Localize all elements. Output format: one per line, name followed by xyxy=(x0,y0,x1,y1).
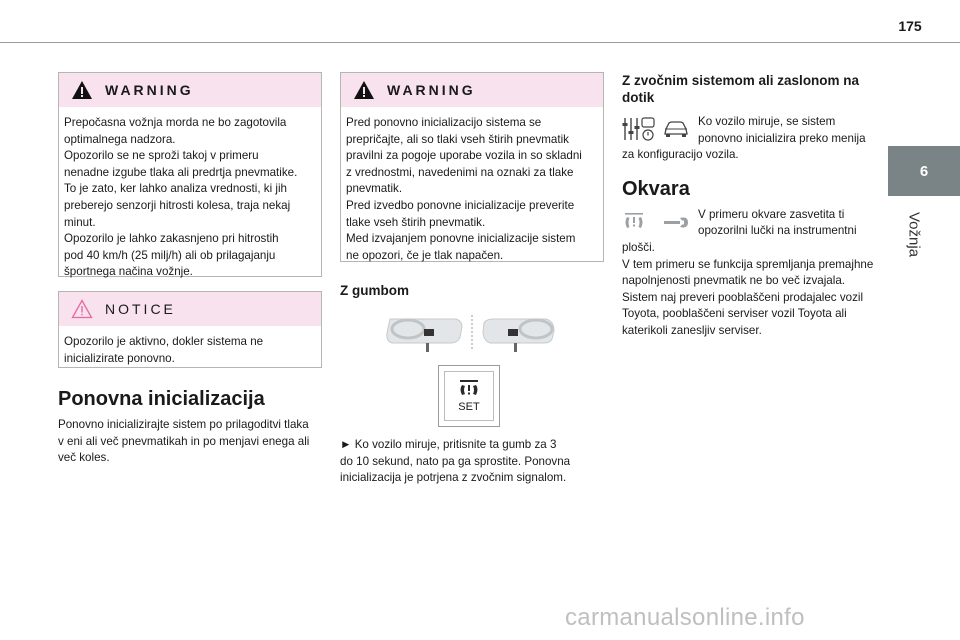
text-line: Prepočasna vožnja morda ne bo zagotovila xyxy=(64,116,287,129)
text-line: preberejo senzorji hitrosti kolesa, traja nekaj xyxy=(64,198,291,212)
text-line: prepričajte, ali so tlaki vseh štirih pnevmatik xyxy=(346,132,569,146)
settings-sliders-icon xyxy=(622,114,656,144)
text-line: V tem primeru se funkcija spremljanja premajhne xyxy=(622,257,874,271)
audio-section-heading xyxy=(622,72,890,106)
text-line: Pred izvedbo ponovne inicializacije preverite xyxy=(346,198,575,212)
tpms-set-button-icon xyxy=(458,379,480,399)
column-middle xyxy=(340,72,604,487)
text-line: ponovno inicializira preko menija xyxy=(698,131,866,145)
text-line: inicializirate ponovno. xyxy=(64,351,175,365)
watermark: carmanualsonline.info xyxy=(565,604,805,631)
notice-triangle-icon xyxy=(71,299,93,319)
warning-header-2 xyxy=(341,73,603,107)
text-line: za konfiguracijo vozila. xyxy=(622,148,739,162)
heading-line: dotik xyxy=(622,90,655,105)
button-section-heading: Z gumbom xyxy=(340,283,409,298)
warning-triangle-icon xyxy=(353,80,375,100)
reinit-heading: Ponovna inicializacija xyxy=(58,388,265,410)
reinit-text xyxy=(58,417,322,467)
text-line: To je zato, ker lahko analiza vrednosti, ki jih xyxy=(64,182,287,196)
heading-line: Z zvočnim sistemom ali zaslonom na xyxy=(622,73,860,88)
text-line: Toyota, pooblaščeni serviser vozil Toyota ali xyxy=(622,307,847,321)
text-line: optimalnega nadzora. xyxy=(64,132,176,146)
fault-heading: Okvara xyxy=(622,177,690,200)
text-line: Sistem naj preveri pooblaščeni prodajalec vozil xyxy=(622,290,864,304)
chapter-label: Vožnja xyxy=(905,212,923,258)
text-line: plošči. xyxy=(622,240,655,254)
text-line: ne opozori, če je tlak napačen. xyxy=(346,248,504,262)
chapter-tab[interactable]: 6 xyxy=(888,146,960,196)
audio-row xyxy=(622,114,890,147)
text-line: tlake vseh štirih pnevmatik. xyxy=(346,215,486,229)
text-line: Med izvajanjem ponovne inicializacije sistem xyxy=(346,232,576,246)
audio-text-below xyxy=(622,147,890,164)
warning-box xyxy=(58,72,322,277)
text-line: do 10 sekund, nato pa ga sprostite. Ponovna xyxy=(340,454,571,468)
text-line: V primeru okvare zasvetita ti xyxy=(698,207,845,221)
steering-wheel-illustration xyxy=(340,313,604,353)
text-line: pod 40 km/h (25 milj/h) ali ob prilagajanju xyxy=(64,248,276,262)
tpms-set-button xyxy=(438,365,500,427)
notice-title: NOTICE xyxy=(105,301,176,317)
top-divider xyxy=(0,42,960,43)
text-line: športnega načina vožnje. xyxy=(64,265,193,279)
text-line: pnevmatik. xyxy=(346,182,403,196)
text-line: Pred ponovno inicializacijo sistema se xyxy=(346,116,542,129)
audio-text-right xyxy=(698,114,866,147)
text-line: več koles. xyxy=(58,451,110,465)
text-line: katerikoli zanesljiv serviser. xyxy=(622,323,762,337)
car-icon xyxy=(662,114,692,144)
warning-triangle-icon xyxy=(71,80,93,100)
column-right xyxy=(622,72,890,340)
text-line: ► Ko vozilo miruje, pritisnite ta gumb za 3 xyxy=(340,438,557,451)
column-left xyxy=(58,72,322,467)
text-line: pravilni za pogoje uporabe vozila in so skladni xyxy=(346,149,582,163)
text-line: Ko vozilo miruje, se sistem xyxy=(698,115,836,128)
set-label: SET xyxy=(458,401,480,413)
fault-text-right xyxy=(698,207,857,240)
page-number: 175 xyxy=(898,18,922,34)
warning-title: WARNING xyxy=(105,82,194,98)
wrench-icon xyxy=(662,207,692,237)
text-line: inicializacija je potrjena z zvočnim signalom. xyxy=(340,471,567,485)
text-line: nenadne izgube tlaka ali predrtja pnevmatike. xyxy=(64,165,298,179)
warning-header xyxy=(59,73,321,107)
text-line: Opozorilo je aktivno, dokler sistema ne xyxy=(64,335,264,348)
notice-box xyxy=(58,291,322,368)
warning-box-2 xyxy=(340,72,604,262)
text-line: Opozorilo je lahko zakasnjeno pri hitrostih xyxy=(64,232,279,246)
tpms-warning-icon xyxy=(622,207,656,237)
text-line: opozorilni lučki na instrumentni xyxy=(698,224,857,238)
fault-row xyxy=(622,207,890,240)
notice-body xyxy=(59,326,321,375)
text-line: v eni ali več pnevmatikah in po menjavi enega ali xyxy=(58,434,310,448)
steering-wheel-icon xyxy=(340,313,604,353)
text-line: Opozorilo se ne sproži takoj v primeru xyxy=(64,149,259,163)
fault-text-below xyxy=(622,240,890,340)
notice-header xyxy=(59,292,321,326)
text-line: Ponovno inicializirajte sistem po prilagoditvi tlaka xyxy=(58,418,309,431)
button-section-text xyxy=(340,437,604,487)
warning-body xyxy=(59,107,321,289)
text-line: minut. xyxy=(64,215,96,229)
text-line: napolnjenosti pnevmatik ne bo več izvajala. xyxy=(622,274,845,288)
warning-body-2 xyxy=(341,107,603,272)
text-line: z vrednostmi, navedenimi na oznaki za tlake xyxy=(346,165,574,179)
warning-title-2: WARNING xyxy=(387,82,476,98)
